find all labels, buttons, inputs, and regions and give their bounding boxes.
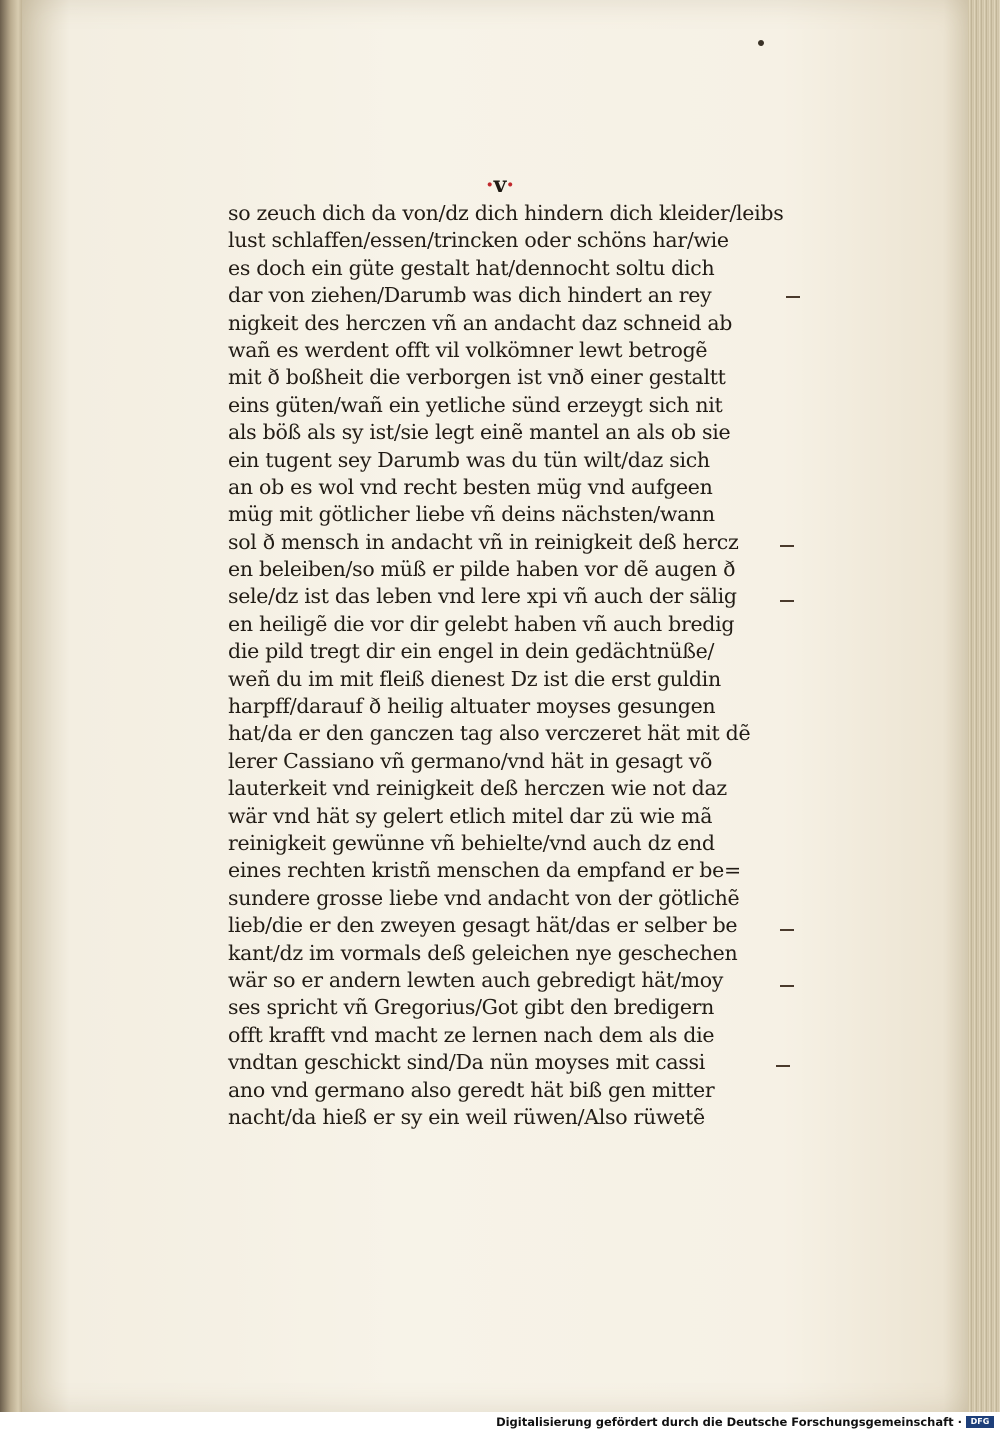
text-line: en beleiben/so müß er pilde haben vor dẽ augen ð (228, 557, 736, 582)
text-line: an ob es wol vnd recht besten müg vnd aufgeen (228, 474, 713, 499)
text-line: lerer Cassiano vñ germano/vnd hät in gesagt võ (228, 748, 713, 773)
text-line: lieb/die er den zweyen gesagt hät/das er selber be (228, 913, 738, 938)
text-line: lauterkeit vnd reinigkeit deß herczen wie not daz (228, 776, 727, 801)
footer-bar (0, 1412, 1000, 1432)
text-line: hat/da er den ganczen tag also verczeret hät mit dẽ (228, 721, 751, 746)
text-line: als böß als sy ist/sie legt einẽ mantel an als ob sie (228, 420, 731, 445)
text-line: kant/dz im vormals deß geleichen nye geschechen (228, 940, 738, 965)
text-line: eines rechten kristñ menschen da empfand er be= (228, 858, 741, 883)
text-line: müg mit götlicher liebe vñ deins nächsten/wann (228, 502, 715, 527)
folio-numeral: v (493, 172, 507, 198)
text-line: harpff/darauf ð heilig altuater moyses gesungen (228, 694, 716, 719)
dfg-logo: DFG (966, 1416, 994, 1428)
text-line: es doch ein güte gestalt hat/dennocht soltu dich (228, 255, 715, 280)
text-line: en heiligẽ die vor dir gelebt haben vñ auch bredig (228, 611, 735, 636)
paper-spot (758, 40, 764, 46)
text-line: wañ es werdent offt vil volkömner lewt betrogẽ (228, 337, 708, 362)
folio-dot-right: · (506, 172, 515, 198)
text-line: mit ð boßheit die verborgen ist vnð einer gestaltt (228, 365, 726, 390)
folio-dot-left: · (485, 172, 494, 198)
text-line: reinigkeit gewünne vñ behielte/vnd auch dz end (228, 830, 715, 855)
text-line: so zeuch dich da von/dz dich hindern dich kleider/leibs (228, 201, 784, 225)
text-line: sol ð mensch in andacht vñ in reinigkeit deß hercz (228, 529, 739, 554)
text-line: eins güten/wañ ein yetliche sünd erzeygt sich nit (228, 392, 723, 417)
text-line: wär vnd hät sy gelert etlich mitel dar zü wie mã (228, 803, 713, 828)
text-line: sele/dz ist das leben vnd lere xpi vñ auch der sälig (228, 584, 737, 609)
text-line: dar von ziehen/Darumb was dich hindert an rey (228, 283, 712, 308)
text-line: sundere grosse liebe vnd andacht von der götlichẽ (228, 885, 740, 910)
text-line: weñ du im mit fleiß dienest Dz ist die erst guldin (228, 666, 721, 691)
text-line: lust schlaffen/essen/trincken oder schöns har/wie (228, 228, 729, 253)
funding-notice: Digitalisierung gefördert durch die Deutsche Forschungsgemeinschaft · (496, 1415, 962, 1429)
text-line: ein tugent sey Darumb was du tün wilt/daz sich (228, 447, 710, 472)
text-line: nacht/da hieß er sy ein weil rüwen/Also rüwetẽ (228, 1104, 705, 1129)
text-line: vndtan geschickt sind/Da nün moyses mit cassi (228, 1050, 705, 1075)
text-line: ses spricht vñ Gregorius/Got gibt den bredigern (228, 995, 715, 1020)
text-line: nigkeit des herczen vñ an andacht daz schneid ab (228, 310, 733, 335)
text-line: ano vnd germano also geredt hät biß gen mitter (228, 1077, 715, 1102)
page-stack-edge (968, 0, 1000, 1412)
folio-number (470, 172, 530, 198)
text-block (228, 200, 788, 1131)
text-line: wär so er andern lewten auch gebredigt hät/moy (228, 967, 724, 992)
text-line: offt krafft vnd macht ze lernen nach dem als die (228, 1022, 715, 1047)
text-line: die pild tregt dir ein engel in dein gedächtnüße/ (228, 639, 715, 664)
